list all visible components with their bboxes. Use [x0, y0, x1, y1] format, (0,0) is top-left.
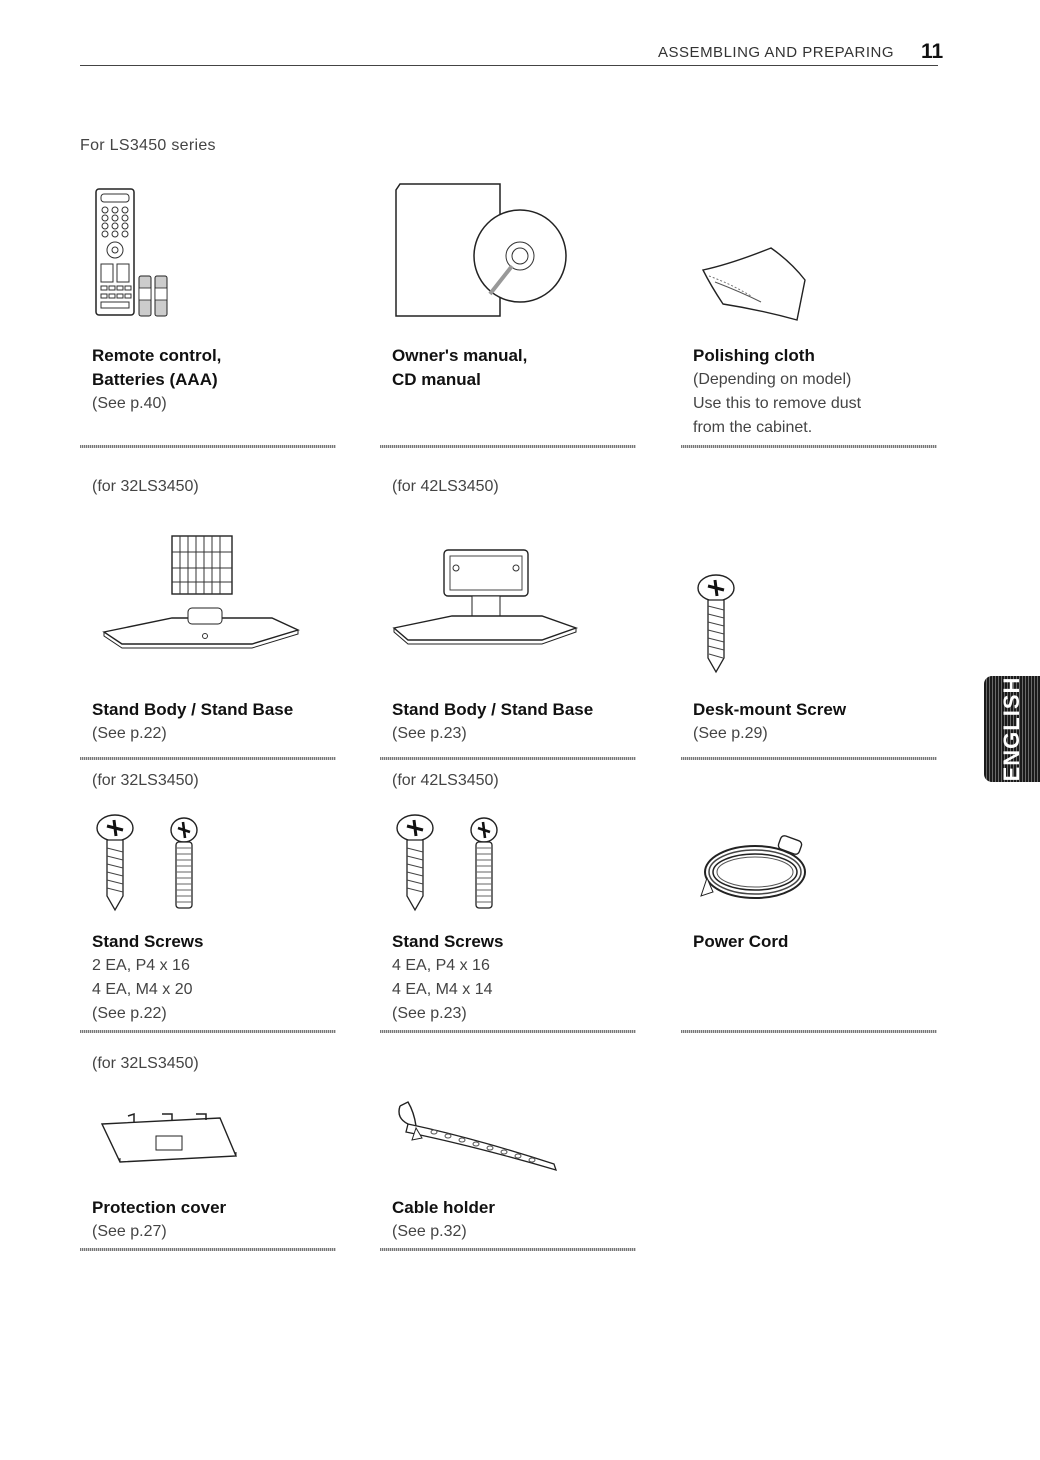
item-desk-mount-screw: [681, 470, 937, 760]
remote-control-icon: [95, 188, 175, 318]
model-note: (for 32LS3450): [92, 772, 199, 789]
item-divider: [380, 1030, 636, 1033]
item-stand-32: [80, 470, 336, 760]
item-name-line: Power Cord: [693, 932, 789, 951]
item-detail: (See p.40): [92, 395, 167, 412]
item-name-line: Desk-mount Screw: [693, 700, 847, 719]
item-name-line: Polishing cloth: [693, 346, 815, 365]
item-name-line: Stand Screws: [92, 932, 204, 951]
item-name-line: Stand Screws: [392, 932, 504, 951]
item-name-line: Cable holder: [392, 1198, 495, 1217]
item-divider: [681, 1030, 937, 1033]
model-note: (for 32LS3450): [92, 478, 199, 495]
power-cord-icon: [699, 830, 829, 910]
item-detail: (See p.22): [92, 725, 167, 742]
header-divider: [80, 65, 938, 66]
item-divider: [80, 445, 336, 448]
item-name-line: Protection cover: [92, 1198, 227, 1217]
item-detail: 4 EA, P4 x 16: [392, 957, 490, 974]
item-divider: [380, 1248, 636, 1251]
item-detail: 4 EA, M4 x 14: [392, 981, 493, 998]
item-polishing-cloth: [681, 170, 937, 460]
item-stand-screws-32: [80, 760, 336, 1050]
manual-cd-icon: [394, 182, 574, 322]
stand-body-base-icon: [392, 546, 592, 656]
item-detail: from the cabinet.: [693, 419, 813, 436]
item-divider: [380, 445, 636, 448]
item-detail: 4 EA, M4 x 20: [92, 981, 193, 998]
item-detail: (See p.27): [92, 1223, 167, 1240]
item-name-line: Remote control,: [92, 346, 222, 365]
item-detail: (See p.22): [92, 1005, 167, 1022]
item-protection-cover: [80, 1040, 336, 1260]
stand-body-base-icon: [102, 532, 322, 662]
item-detail: (See p.29): [693, 725, 768, 742]
language-tab: [984, 676, 1040, 782]
item-name-line: Batteries (AAA): [92, 370, 218, 389]
item-divider: [80, 1248, 336, 1251]
item-detail: (See p.32): [392, 1223, 467, 1240]
item-name-line: Stand Body / Stand Base: [392, 700, 594, 719]
item-name-line: Stand Body / Stand Base: [92, 700, 294, 719]
item-detail: 2 EA, P4 x 16: [92, 957, 190, 974]
model-note: (for 32LS3450): [92, 1055, 199, 1072]
item-stand-screws-42: [380, 760, 636, 1050]
item-divider: [681, 445, 937, 448]
cable-holder-icon: [394, 1098, 574, 1178]
polishing-cloth-icon: [701, 240, 821, 330]
item-cable-holder: [380, 1040, 636, 1260]
stand-screws-icon: [90, 814, 220, 914]
stand-screws-icon: [390, 814, 520, 914]
item-detail: (See p.23): [392, 725, 467, 742]
series-subtitle: For LS3450 series: [80, 137, 216, 154]
protection-cover-icon: [100, 1112, 270, 1172]
page-number: 11: [921, 40, 944, 63]
item-detail: (See p.23): [392, 1005, 467, 1022]
item-power-cord: [681, 760, 937, 1050]
item-divider: [80, 1030, 336, 1033]
section-title: ASSEMBLING AND PREPARING: [658, 44, 894, 61]
item-name-line: CD manual: [392, 370, 481, 389]
item-name-line: Owner's manual,: [392, 346, 528, 365]
item-detail: (Depending on model): [693, 371, 852, 388]
item-stand-42: [380, 470, 636, 760]
model-note: (for 42LS3450): [392, 772, 499, 789]
item-detail: Use this to remove dust: [693, 395, 862, 412]
model-note: (for 42LS3450): [392, 478, 499, 495]
language-tab-label: ENGLISH: [999, 676, 1024, 782]
item-owners-manual: [380, 170, 636, 460]
screw-icon: [691, 574, 741, 674]
item-remote-control: [80, 170, 336, 460]
